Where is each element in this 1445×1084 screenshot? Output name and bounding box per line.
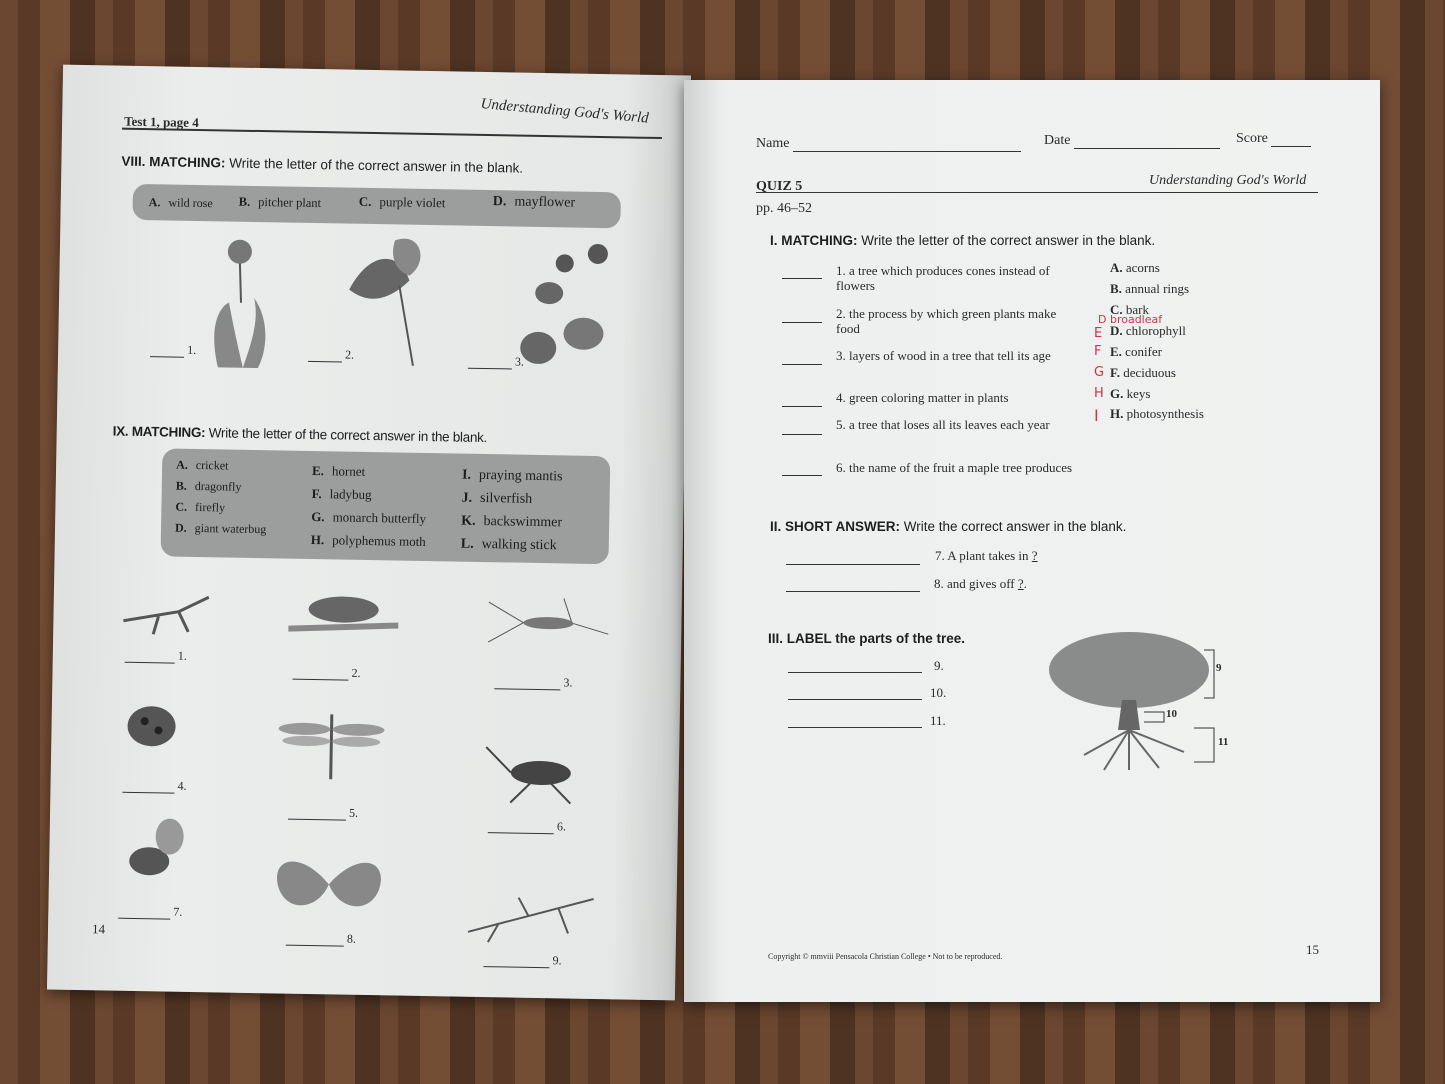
handwritten-correction-g: G [1094,365,1105,380]
diagram-label-11: 11 [1218,736,1229,748]
question-5: 5. a tree that loses all its leaves each year [836,417,1050,432]
quiz-title: QUIZ 5 [756,179,803,194]
section-9-options: A. cricket B. dragonfly C. firefly D. giant waterbug E. hornet F. ladybug G. monarch butterfly H. polyphemus moth I. praying mantis J. silverfish K. backswimmer L. walking stick [161,448,611,564]
answer-blank-9-1[interactable]: 1. [125,648,187,664]
name-field[interactable]: Name [756,136,1021,152]
answer-blank-9-5[interactable]: 5. [288,805,358,821]
tree-diagram [1044,630,1224,775]
copyright: Copyright © mmviii Pensacola Christian College • Not to be reproduced. [768,952,1003,961]
option-b: B. annual rings [1110,281,1190,296]
option-e: E. conifer [1110,344,1162,359]
option-c: C. bark [1110,302,1149,317]
score-field[interactable]: Score [1236,131,1311,147]
question-4: 4. green coloring matter in plants [836,390,1009,405]
question-8: 8. and gives off ?. [934,576,1027,591]
date-field[interactable]: Date [1044,133,1220,149]
page-number: 14 [91,921,106,937]
handwritten-correction-d: D broadleaf [1098,313,1163,326]
pitcher-plant-image [198,227,291,374]
answer-blank-8[interactable] [786,591,920,592]
mayflower-image [338,229,450,371]
dragonfly-image [276,708,387,780]
label-blank-11[interactable] [788,727,922,728]
answer-blank-9-9[interactable]: 9. [483,952,561,968]
page-number: 15 [1306,942,1319,957]
page-range: pp. 46–52 [756,201,812,216]
section-2-heading: II. SHORT ANSWER: Write the correct answer in the blank. [770,519,1127,534]
question-1: 1. a tree which produces cones instead of flowers [836,263,1050,293]
diagram-label-9: 9 [1216,662,1222,674]
answer-blank-9-8[interactable]: 8. [286,931,356,947]
silverfish-image [483,592,614,654]
answer-blank-5[interactable] [782,434,822,435]
section-3-heading: III. LABEL the parts of the tree. [768,631,966,646]
answer-blank-4[interactable] [782,406,822,407]
book-title: Understanding God's World [480,96,650,127]
answer-blank-2[interactable] [782,322,822,323]
label-10: 10. [930,685,947,700]
answer-blank-8-1[interactable]: 1. [150,342,196,358]
question-7: 7. A plant takes in ? [935,548,1038,563]
section-1-heading: I. MATCHING: Write the letter of the correct answer in the blank. [770,233,1156,248]
label-9: 9. [934,658,944,673]
handwritten-correction-h: H [1094,386,1104,401]
option-f: F. deciduous [1110,365,1176,380]
hornet-image [114,816,195,887]
header-rule [122,128,662,139]
answer-blank-8-3[interactable]: 3. [468,354,524,370]
answer-blank-9-2[interactable]: 2. [292,665,360,681]
question-6: 6. the name of the fruit a maple tree produces [836,460,1073,475]
option-a: A. acorns [1110,260,1160,275]
answer-blank-3[interactable] [782,364,822,365]
answer-blank-9-3[interactable]: 3. [494,674,572,690]
question-2: 2. the process by which green plants make food [836,306,1057,336]
header-rule [756,192,1318,193]
walking-stick-image [458,887,599,949]
label-11: 11. [930,713,946,728]
answer-blank-7[interactable] [786,564,920,565]
violet-image [518,238,620,380]
label-blank-9[interactable] [788,672,922,673]
answer-blank-1[interactable] [782,278,822,279]
handwritten-correction-i: I [1094,406,1099,425]
praying-mantis-image [118,586,219,638]
handwritten-correction-f: F [1094,344,1102,359]
waterbug-image [288,584,399,641]
section-9-heading: IX. MATCHING: Write the letter of the correct answer in the blank. [112,423,488,446]
cricket-image [480,737,591,809]
test-page-label: Test 1, page 4 [124,113,199,130]
right-page [684,80,1380,1002]
answer-blank-9-7[interactable]: 7. [118,904,182,920]
label-blank-10[interactable] [788,699,922,700]
question-3: 3. layers of wood in a tree that tell its age [836,348,1051,363]
answer-blank-8-2[interactable]: 2. [308,347,354,363]
answer-blank-6[interactable] [782,475,822,476]
option-h: H. photosynthesis [1110,406,1204,421]
moth-image [268,848,389,920]
answer-blank-9-4[interactable]: 4. [122,778,186,794]
answer-blank-9-6[interactable]: 6. [488,818,566,834]
option-d: D. chlorophyll [1110,323,1186,338]
diagram-label-10: 10 [1166,708,1177,720]
section-8-options: A. wild rose B. pitcher plant C. purple violet D. mayflower [132,184,621,229]
book-title: Understanding God's World [1149,173,1307,188]
left-page [47,65,691,1001]
option-g: G. keys [1110,386,1151,401]
handwritten-correction-e: E [1094,326,1103,341]
ladybug-image [116,696,187,757]
section-8-heading: VIII. MATCHING: Write the letter of the correct answer in the blank. [121,153,524,176]
